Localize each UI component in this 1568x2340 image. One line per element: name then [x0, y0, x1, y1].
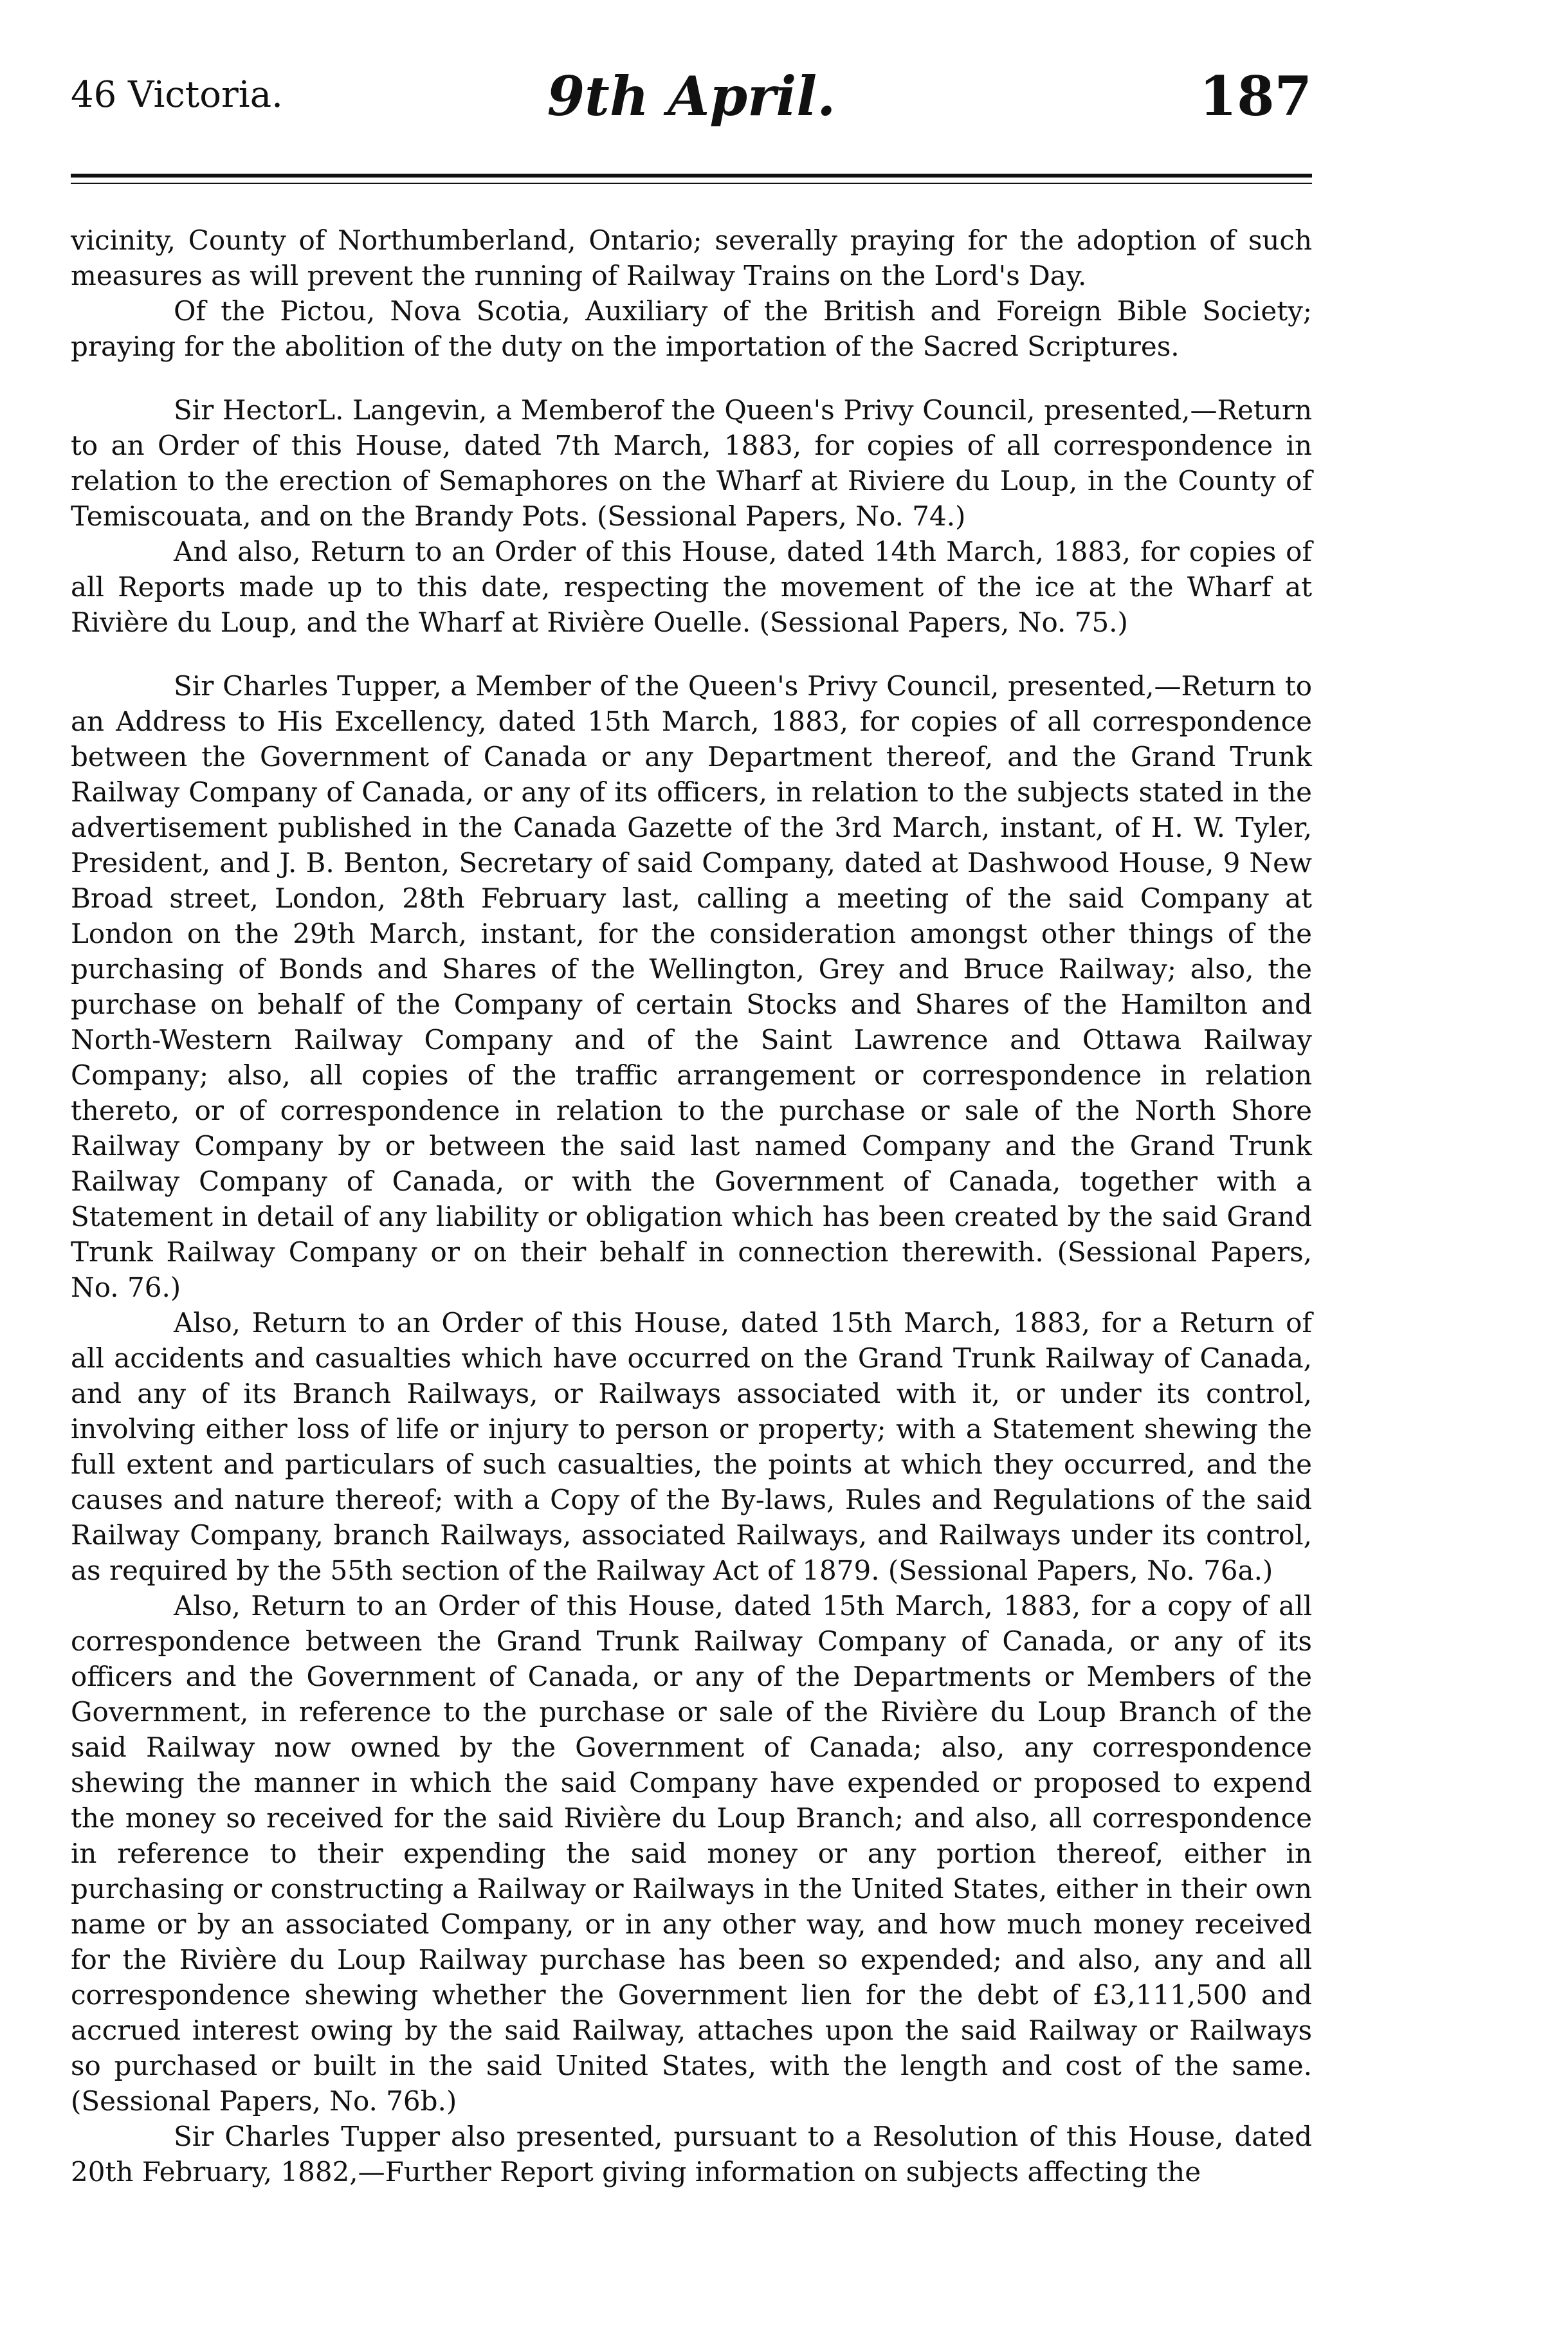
header-rule-thick [71, 174, 1312, 178]
paragraph: Also, Return to an Order of this House, dated 15th March, 1883, for a Return of all accidents and casualties which have occurred on the Grand Trunk Railway of Canada, and any of its Branch Railways, or Railways associated with it, or under its control, involving either loss of life or injury to person or property; with a Statement shewing the full extent and particulars of such casualties, the points at which they occurred, and the causes and nature thereof; with a Copy of the By-laws, Rules and Regulations of the said Railway Company, branch Railways, associated Railways, and Railways under its control, as required by the 55th section of the Railway Act of 1879. (Sessional Papers, No. 76a.) [71, 1307, 1312, 1586]
regnal-year: 46 Victoria. [71, 74, 283, 116]
paragraph: vicinity, County of Northumberland, Ontario; severally praying for the adoption of such measures as will prevent the running of Railway Trains on the Lord's Day. [71, 224, 1312, 291]
page-number: 187 [1199, 64, 1312, 128]
paragraph: Sir HectorL. Langevin, a Memberof the Queen's Privy Council, presented,—Return to an Order of this House, dated 7th March, 1883, for copies of all correspondence in relation to the erection of Semaphores on the Wharf at Riviere du Loup, in the County of Temiscouata, and on the Brandy Pots. (Sessional Papers, No. 74.) [71, 394, 1312, 532]
page-date: 9th April. [547, 64, 836, 128]
paragraph: Also, Return to an Order of this House, dated 15th March, 1883, for a copy of all correspondence between the Grand Trunk Railway Company of Canada, or any of its officers and the Government of Canada, or any of the Departments or Members of the Government, in reference to the purchase or sale of the Rivière du Loup Branch of the said Railway now owned by the Government of Canada; also, any correspondence shewing the manner in which the said Company have expended or proposed to expend the money so received for the said Rivière du Loup Branch; and also, all correspondence in reference to their expending the said money or any portion thereof, either in purchasing or constructing a Railway or Railways in the United States, either in their own name or by an associated Company, or in any other way, and how much money received for the Rivière du Loup Railway purchase has been so expended; and also, any and all correspondence shewing whether the Government lien for the debt of £3,111,500 and accrued interest owing by the said Railway, attaches upon the said Railway or Railways so purchased or built in the said United States, with the length and cost of the same. (Sessional Papers, No. 76b.) [71, 1590, 1312, 2117]
paragraph: Of the Pictou, Nova Scotia, Auxiliary of the British and Foreign Bible Society; praying for the abolition of the duty on the importation of the Sacred Scriptures. [71, 295, 1312, 362]
paragraph: And also, Return to an Order of this House, dated 14th March, 1883, for copies of all Reports made up to this date, respecting the movement of the ice at the Wharf at Rivière du Loup, and the Wharf at Rivière Ouelle. (Sessional Papers, No. 75.) [71, 536, 1312, 638]
document-page [71, 39, 1312, 2189]
journal-body [71, 223, 1312, 2189]
paragraph: Sir Charles Tupper, a Member of the Queen's Privy Council, presented,—Return to an Address to His Excellency, dated 15th March, 1883, for copies of all correspondence between the Government of Canada or any Department thereof, and the Grand Trunk Railway Company of Canada, or any of its officers, in relation to the subjects stated in the advertisement published in the Canada Gazette of the 3rd March, instant, of H. W. Tyler, President, and J. B. Benton, Secretary of said Company, dated at Dashwood House, 9 New Broad street, London, 28th February last, calling a meeting of the said Company at London on the 29th March, instant, for the consideration amongst other things of the purchasing of Bonds and Shares of the Wellington, Grey and Bruce Railway; also, the purchase on behalf of the Company of certain Stocks and Shares of the Hamilton and North-Western Railway Company and of the Saint Lawrence and Ottawa Railway Company; also, all copies of the traffic arrangement or correspondence in relation thereto, or of correspondence in relation to the purchase or sale of the North Shore Railway Company by or between the said last named Company and the Grand Trunk Railway Company of Canada, or with the Government of Canada, together with a Statement in detail of any liability or obligation which has been created by the said Grand Trunk Railway Company or on their behalf in connection therewith. (Sessional Papers, No. 76.) [71, 670, 1312, 1303]
page-header [71, 39, 1312, 142]
paragraph: Sir Charles Tupper also presented, pursuant to a Resolution of this House, dated 20th February, 1882,—Further Report giving information on subjects affecting the [71, 2121, 1312, 2188]
header-rule-thin [71, 183, 1312, 184]
